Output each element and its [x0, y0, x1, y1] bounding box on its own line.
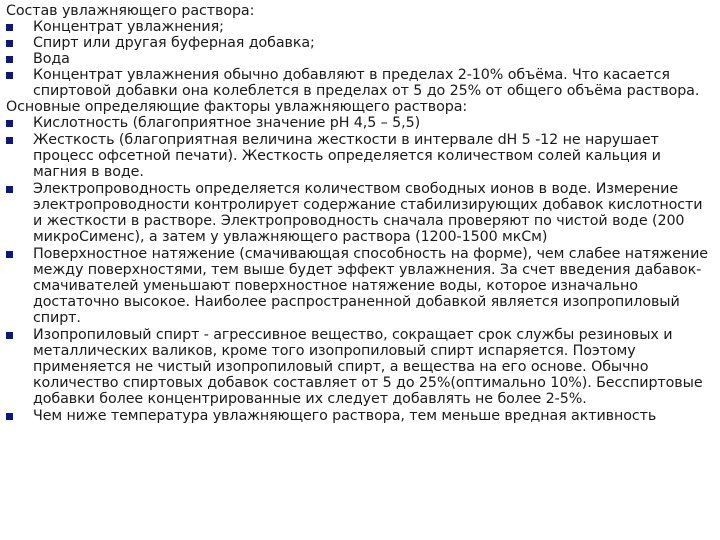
- factors-list: [6, 115, 714, 424]
- square-bullet-icon: [6, 137, 13, 144]
- list-item-text: Электропроводность определяется количеством свободных ионов в воде. Измерение электропроводности контролирует содержание стабилизирующих добавок кислотности и жесткости в растворе. Электропроводность сначала проверяют по чистой воде (200 микроСименс), а затем у увлажняющего раствора (1200-1500 мкСм): [33, 181, 703, 245]
- square-bullet-icon: [6, 332, 13, 339]
- square-bullet-icon: [6, 251, 13, 258]
- list-item-text: Кислотность (благоприятное значение рН 4,5 – 5,5): [33, 115, 421, 131]
- list-item: [6, 327, 714, 407]
- square-bullet-icon: [6, 40, 13, 47]
- list-item-text: Чем ниже температура увлажняющего раствора, тем меньше вредная активность: [33, 408, 657, 424]
- square-bullet-icon: [6, 186, 13, 193]
- list-item: [6, 115, 714, 131]
- list-item: [6, 67, 714, 99]
- list-item-text: Спирт или другая буферная добавка;: [33, 35, 315, 51]
- factors-heading: Основные определяющие факторы увлажняющего раствора:: [6, 99, 468, 115]
- list-item: [6, 246, 714, 326]
- list-item-text: Вода: [33, 51, 70, 67]
- square-bullet-icon: [6, 413, 13, 420]
- list-item: [6, 51, 714, 67]
- slide-content: [6, 3, 714, 424]
- composition-list: [6, 19, 714, 99]
- list-item-text: Концентрат увлажнения обычно добавляют в пределах 2-10% объёма. Что касается спиртовой добавки она колеблется в пределах от 5 до 25% от общего объёма раствора.: [33, 67, 700, 99]
- composition-heading: Состав увлажняющего раствора:: [6, 3, 255, 19]
- list-item-text: Поверхностное натяжение (смачивающая способность на форме), чем слабее натяжение между поверхностями, тем выше будет эффект увлажнения. За счет введения дабавок-смачивателей уменьшают поверхностное натяжение воды, которое изначально достаточно высокое. Наиболее распространенной добавкой является изопропиловый спирт.: [33, 246, 708, 326]
- list-item: [6, 408, 714, 424]
- list-item-text: Изопропиловый спирт - агрессивное вещество, сокращает срок службы резиновых и металлических валиков, кроме того изопропиловый спирт испаряется. Поэтому применяется не чистый изопропиловый спирт, а вещества на его основе. Обычно количество спиртовых добавок составляет от 5 до 25%(оптимально 10%). Бесспиртовые добавки более концентрированные их следует добавлять не более 2-5%.: [33, 327, 703, 407]
- list-item-text: Жесткость (благоприятная величина жесткости в интервале dН 5 -12 не нарушает процесс офсетной печати). Жесткость определяется количеством солей кальция и магния в воде.: [33, 132, 661, 180]
- list-item: [6, 19, 714, 35]
- list-item: [6, 181, 714, 245]
- square-bullet-icon: [6, 24, 13, 31]
- square-bullet-icon: [6, 120, 13, 127]
- square-bullet-icon: [6, 72, 13, 79]
- list-item: [6, 35, 714, 51]
- list-item-text: Концентрат увлажнения;: [33, 19, 224, 35]
- square-bullet-icon: [6, 56, 13, 63]
- list-item: [6, 132, 714, 180]
